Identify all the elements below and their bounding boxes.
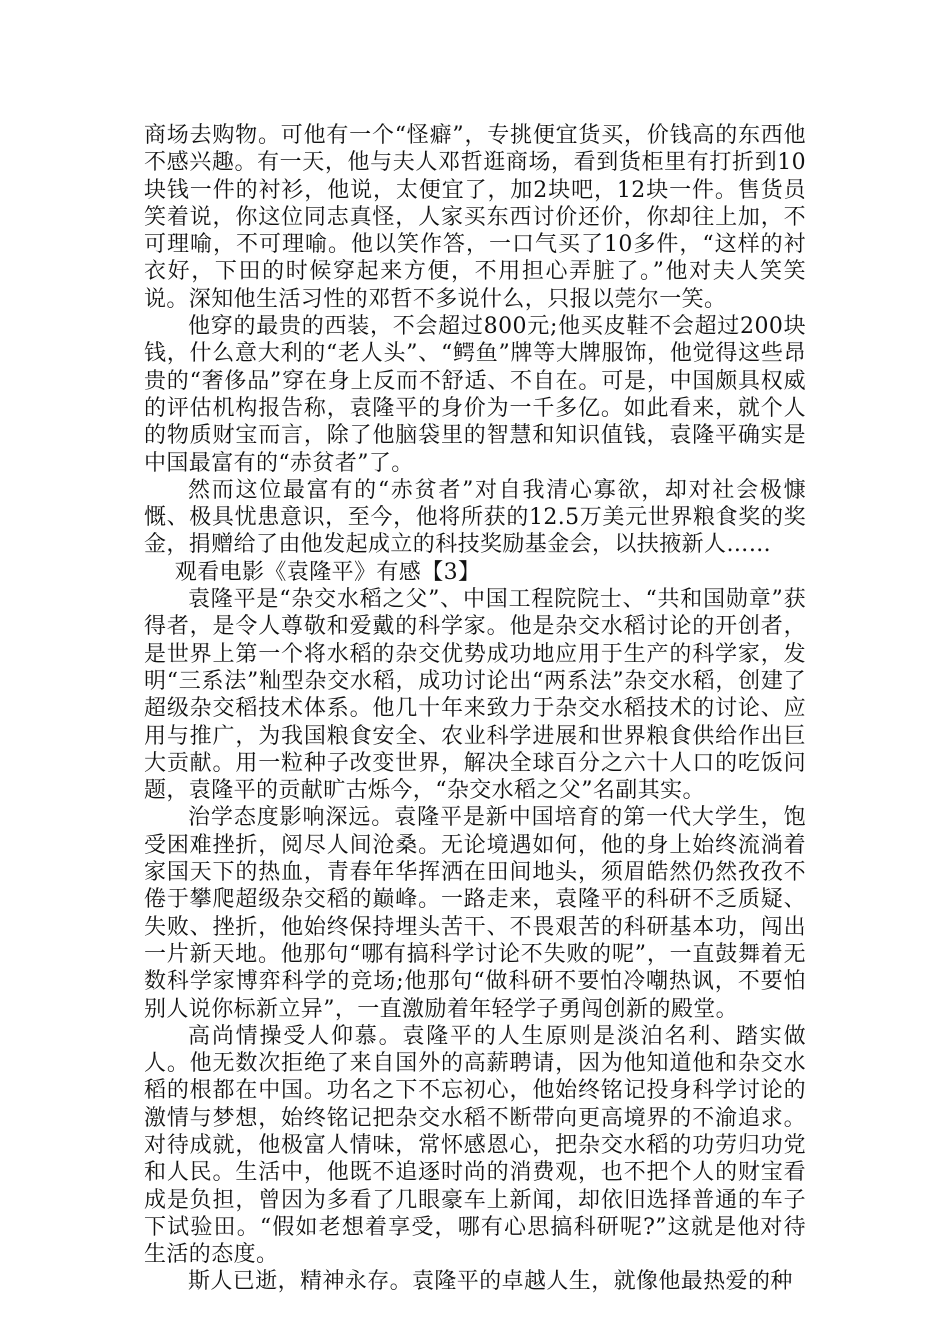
paragraph-father-of-hybrid-rice: 袁隆平是“杂交水稻之父”、中国工程院院士、“共和国勋章”获得者，是令人尊敬和爱戴的科学家。他是杂交水稻讨论的开创者，是世界上第一个将水稻的杂交优势成功地应用于生产的科学家，发明“三系法”籼型杂交水稻，成功讨论出“两系法”杂交水稻，创建了超级杂交稻技术体系。他几十年来致力于杂交水稻技术的讨论、应用与推广，为我国粮食安全、农业科学进展和世界粮食供给作出巨大贡献。用一粒种子改变世界，解决全球百分之六十人口的吃饭问题，袁隆平的贡献旷古烁今，“杂交水稻之父”名副其实。 — [144, 587, 806, 804]
section-heading: 观看电影《袁隆平》有感【3】 — [174, 559, 481, 585]
paragraph-shopping: 商场去购物。可他有一个“怪癖”，专挑便宜货买，价钱高的东西他不感兴趣。有一天，他与夫人邓哲逛商场，看到货柜里有打折到10块钱一件的衬衫，他说，太便宜了，加2块吧，12块一件。售货员笑着说，你这位同志真怪，人家买东西讨价还价，你却往上加，不可理喻，不可理喻。他以笑作答，一口气买了10多件，“这样的衬衣好，下田的时候穿起来方便，不用担心弄脏了。”他对夫人笑笑说。深知他生活习性的邓哲不多说什么，只报以莞尔一笑。 — [144, 123, 806, 312]
document-page — [144, 122, 806, 1296]
paragraph-donation: 然而这位最富有的“赤贫者”对自我清心寡欲，却对社会极慷慨、极具忧患意识，至今，他将所获的12.5万美元世界粮食奖的奖金，捐赠给了由他发起成立的科技奖励基金会，以扶掖新人…… — [144, 477, 806, 558]
paragraph-noble-character: 高尚情操受人仰慕。袁隆平的人生原则是淡泊名利、踏实做人。他无数次拒绝了来自国外的高薪聘请，因为他知道他和杂交水稻的根都在中国。功名之下不忘初心，他始终铭记投身科学讨论的激情与梦想，始终铭记把杂交水稻不断带向更高境界的不渝追求。对待成就，他极富人情味，常怀感恩心，把杂交水稻的功劳归功党和人民。生活中，他既不追逐时尚的消费观，也不把个人的财宝看成是负担，曾因为多看了几眼豪车上新闻，却依旧选择普通的车子下试验田。“假如老想着享受，哪有心思搞科研呢?”这就是他对待生活的态度。 — [144, 1023, 806, 1268]
paragraph-academic-attitude: 治学态度影响深远。袁隆平是新中国培育的第一代大学生，饱受困难挫折，阅尽人间沧桑。无论境遇如何，他的身上始终流淌着家国天下的热血，青春年华挥洒在田间地头，须眉皓然仍然孜孜不倦于攀爬超级杂交稻的巅峰。一路走来，袁隆平的科研不乏质疑、失败、挫折，他始终保持埋头苦干、不畏艰苦的科研基本功，闯出一片新天地。他那句“哪有搞科学讨论不失败的呢”，一直鼓舞着无数科学家博弈科学的竞场;他那句“做科研不要怕冷嘲热讽，不要怕别人说你标新立异”，一直激励着年轻学子勇闯创新的殿堂。 — [144, 805, 806, 1022]
paragraph-suit-price: 他穿的最贵的西装，不会超过800元;他买皮鞋不会超过200块钱，什么意大利的“老人头”、“鳄鱼”牌等大牌服饰，他觉得这些昂贵的“奢侈品”穿在身上反而不舒适、不自在。可是，中国颇具权威的评估机构报告称，袁隆平的身价为一千多亿。如此看来，就个人的物质财宝而言，除了他脑袋里的智慧和知识值钱，袁隆平确实是中国最富有的“赤贫者”了。 — [144, 314, 806, 476]
paragraph-legacy: 斯人已逝，精神永存。袁隆平的卓越人生，就像他最热爱的种 — [188, 1269, 793, 1295]
